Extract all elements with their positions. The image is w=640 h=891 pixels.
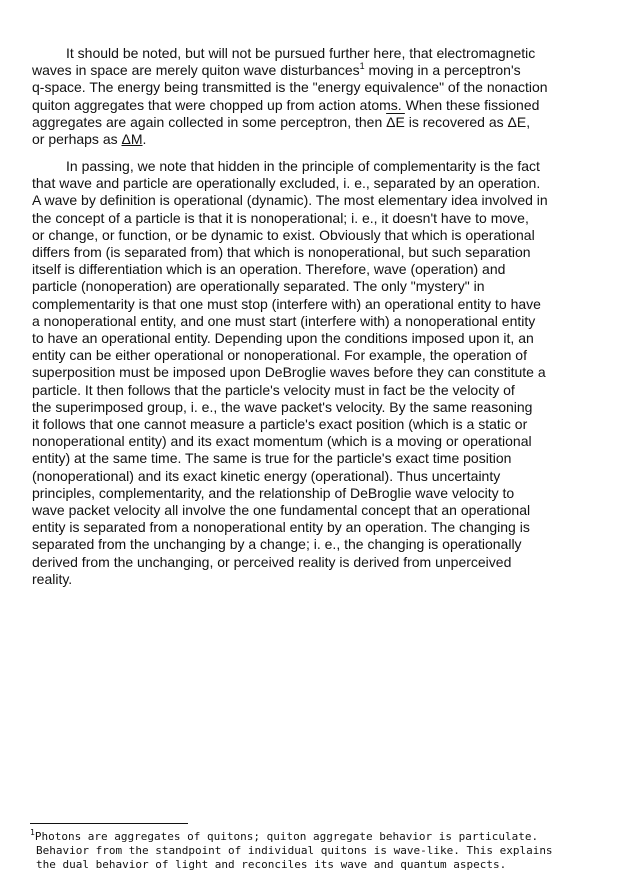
text-line: [32, 131, 622, 148]
footnote-marker: 1: [30, 828, 35, 837]
footnote-reference: 1: [359, 61, 365, 72]
text-line: a nonoperational entity, and one must start (interfere with) a nonoperational entity: [32, 312, 536, 329]
text-line: the superimposed group, i. e., the wave packet's velocity. By the same reasoning: [32, 398, 533, 415]
text-segment: waves in space are merely quiton wave disturbances: [32, 62, 360, 79]
text-line: A wave by definition is operational (dynamic). The most elementary idea involved in: [32, 192, 548, 209]
footnote-line: [30, 830, 630, 844]
text-line: wave packet velocity all involve the one fundamental concept that an operational: [32, 502, 531, 519]
paragraph-electromagnetic-waves: [32, 45, 622, 148]
text-line: principles, complementarity, and the relationship of DeBroglie wave velocity to: [32, 484, 515, 501]
text-segment: or perhaps as: [32, 131, 122, 148]
paragraph-complementarity: [32, 158, 622, 588]
text-line: particle (nonoperation) are operationally separated. The only "mystery" in: [32, 278, 485, 295]
text-line: quiton aggregates that were chopped up from action atoms. When these fissioned: [32, 96, 540, 113]
text-line: entity can be either operational or nonoperational. For example, the operation of: [32, 347, 527, 364]
text-line: the concept of a particle is that it is nonoperational; i. e., it doesn't have to move,: [32, 209, 529, 226]
text-line: q-space. The energy being transmitted is the "energy equivalence" of the nonaction: [32, 79, 548, 96]
text-line: to have an operational entity. Depending upon the conditions imposed upon it, an: [32, 330, 534, 347]
text-line: separated from the unchanging by a change; i. e., the changing is operationally: [32, 536, 522, 553]
text-line: or change, or function, or be dynamic to exist. Obviously that which is operational: [32, 226, 535, 243]
text-segment: .: [142, 131, 147, 148]
footnote-line: Behavior from the standpoint of individual quitons is wave-like. This explains: [36, 844, 553, 857]
text-line: particle. It then follows that the particle's velocity must in fact be the velocity of: [32, 381, 515, 398]
text-line: [32, 114, 622, 131]
text-line: reality.: [32, 570, 73, 587]
text-line: entity is separated from a nonoperational entity by an operation. The changing is: [32, 519, 530, 536]
text-line: that wave and particle are operationally excluded, i. e., separated by an operation.: [32, 175, 541, 192]
text-line: [32, 62, 622, 79]
footnote-line: the dual behavior of light and reconciles its wave and quantum aspects.: [36, 858, 507, 871]
text-line: It should be noted, but will not be pursued further here, that electromagnetic: [66, 45, 536, 61]
footnote-divider: [30, 823, 188, 824]
text-segment: moving in a perceptron's: [364, 62, 521, 79]
delta-m-underlined: ΔM: [121, 131, 143, 148]
text-line: entity) at the same time. The same is true for the particle's exact time position: [32, 450, 512, 467]
text-line: derived from the unchanging, or perceived reality is derived from unperceived: [32, 553, 512, 570]
text-line: (nonoperational) and its exact kinetic energy (operational). Thus uncertainty: [32, 467, 501, 484]
text-segment: aggregates are again collected in some perceptron, then: [32, 113, 387, 130]
text-line: itself is differentiation which is an operation. Therefore, wave (operation) and: [32, 261, 506, 278]
text-line: complementarity is that one must stop (interfere with) an operational entity to have: [32, 295, 541, 312]
footnote: [30, 830, 630, 872]
text-line: differs from (is separated from) that which is nonoperational, but such separation: [32, 244, 531, 261]
text-line: it follows that one cannot measure a particle's exact position (which is a static or: [32, 416, 528, 433]
text-line: superposition must be imposed upon DeBroglie waves before they can constitute a: [32, 364, 546, 381]
text-line: nonoperational entity) and its exact momentum (which is a moving or operational: [32, 433, 532, 450]
text-segment: is recovered as ΔE,: [404, 113, 531, 130]
text-segment: Photons are aggregates of quitons; quiton aggregate behavior is particulate.: [34, 830, 539, 843]
delta-e-overlined: $\overline{\Delta E}$: [386, 113, 405, 130]
text-line: In passing, we note that hidden in the principle of complementarity is the fact: [66, 158, 540, 174]
